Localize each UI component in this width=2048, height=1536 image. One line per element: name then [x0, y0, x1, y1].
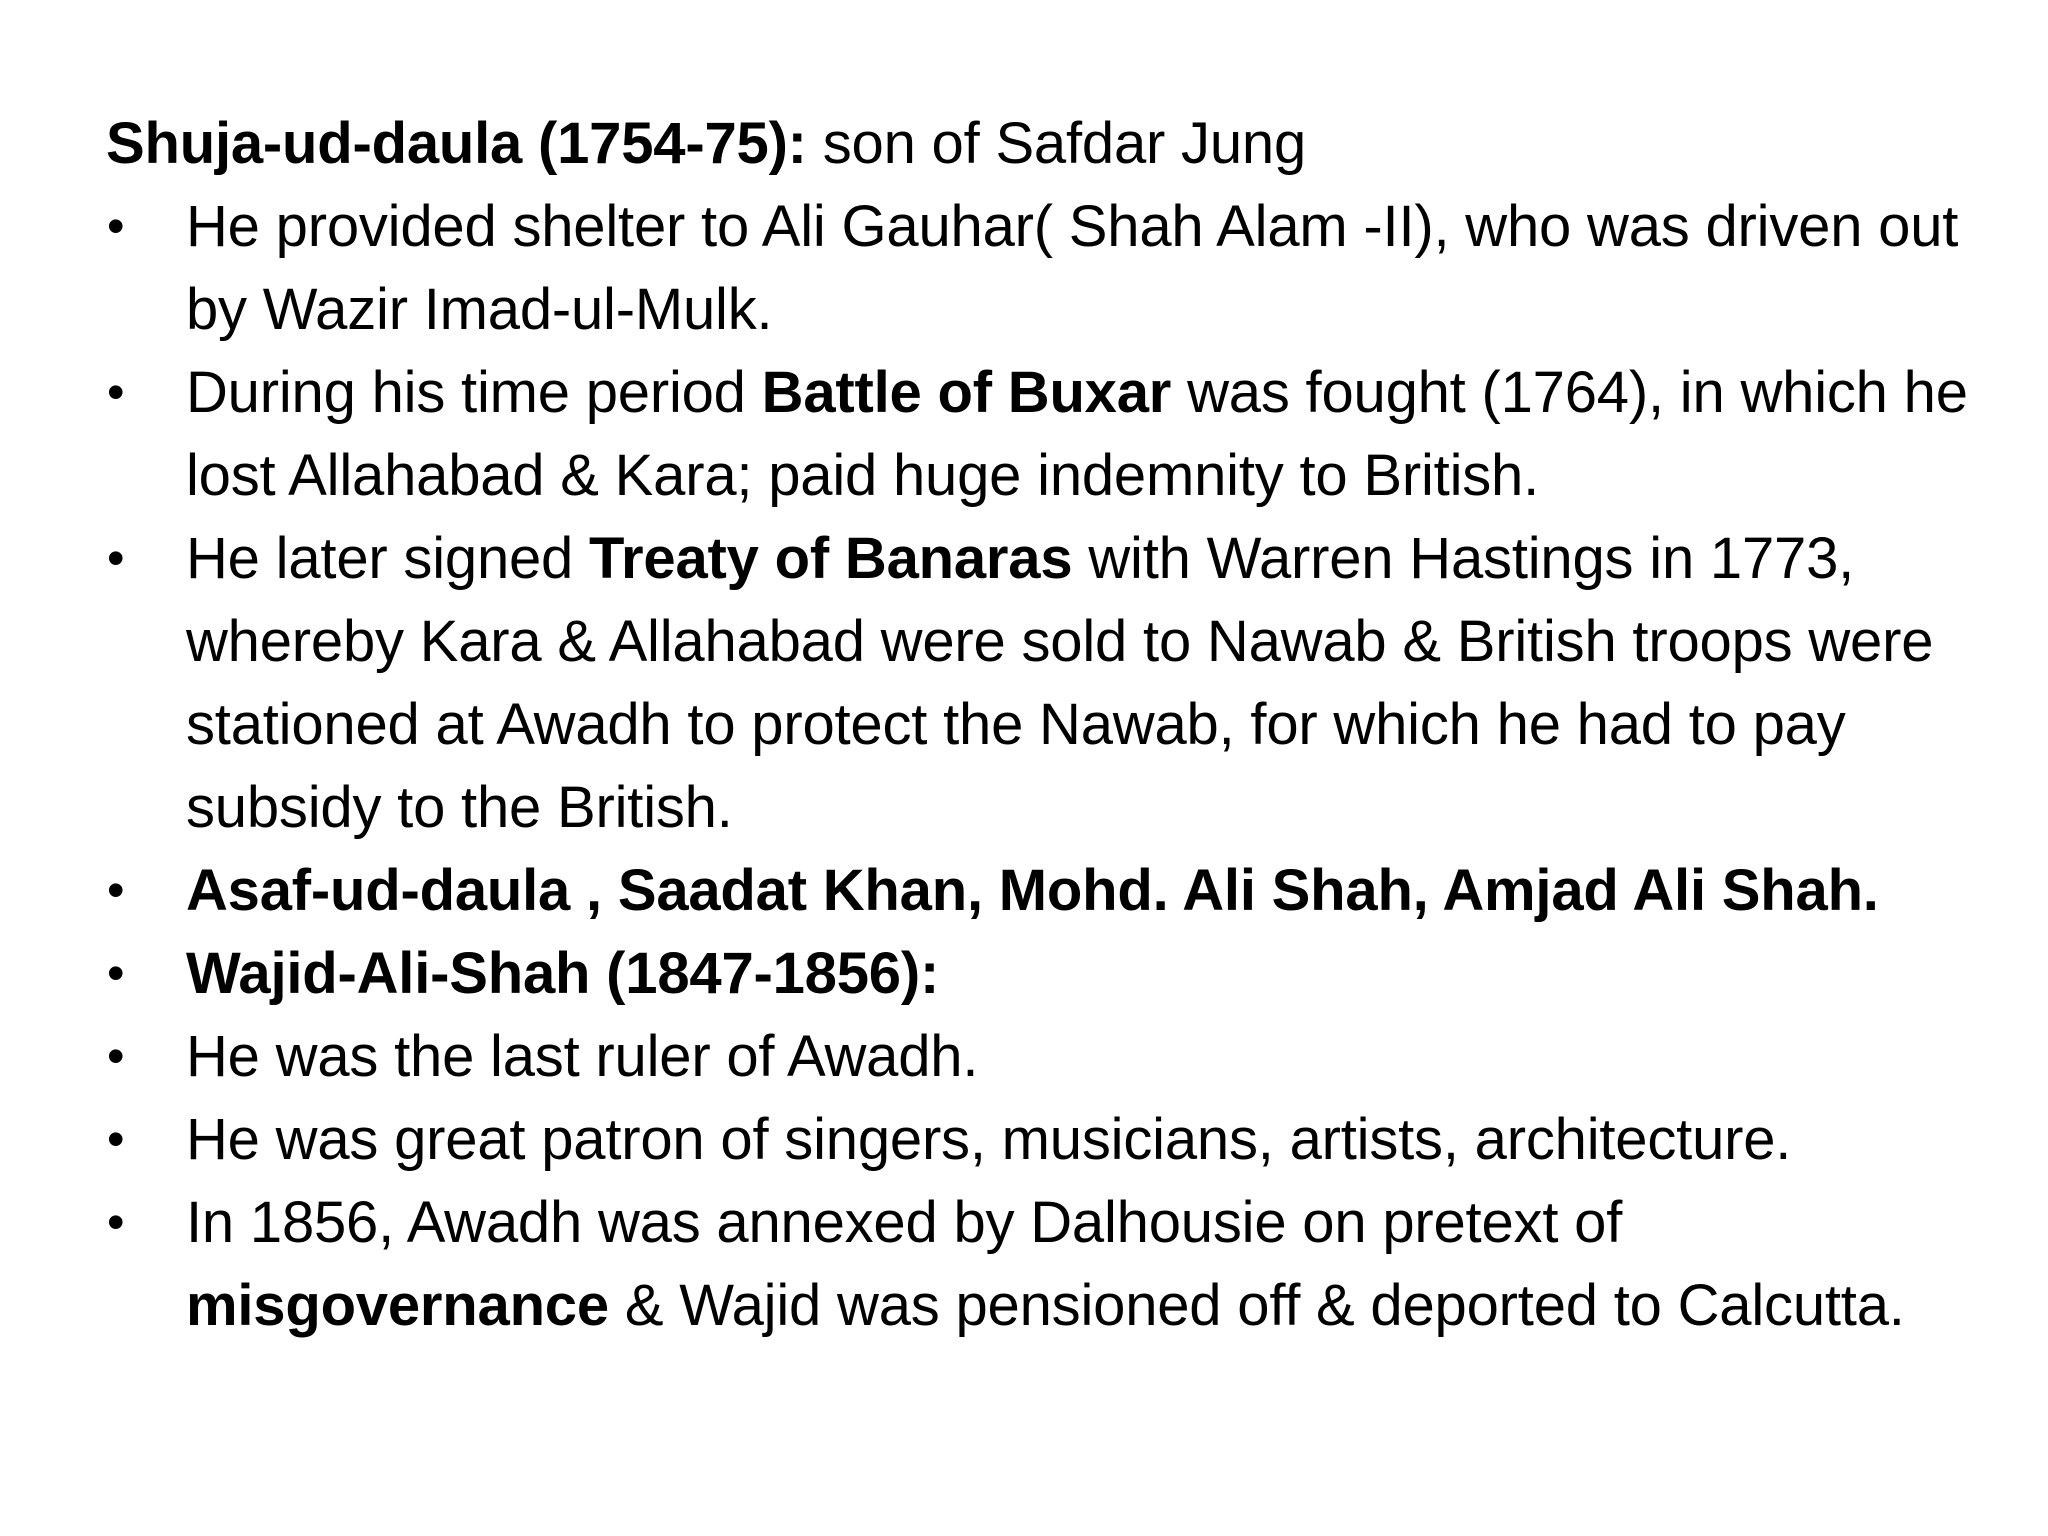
bullet-item-8: [106, 1181, 1986, 1347]
bullet-item-2: [106, 351, 1986, 517]
slide-heading: [106, 102, 1986, 185]
bullet-icon: •: [107, 364, 125, 420]
bullet-text: He provided shelter to Ali Gauhar( Shah Alam -II), who was driven out by Wazir Imad-ul-Mulk.: [186, 194, 1959, 342]
bullet-icon: •: [107, 530, 125, 586]
heading-text: son of Safdar Jung: [806, 111, 1307, 176]
bullet-item-3: [106, 517, 1986, 849]
bullet-item-1: [106, 185, 1986, 351]
bullet-bold-text: Asaf-ud-daula , Saadat Khan, Mohd. Ali Shah, Amjad Ali Shah.: [186, 858, 1879, 923]
slide-content: [106, 102, 1986, 1347]
bullet-text: In 1856, Awadh was annexed by Dalhousie on pretext of: [186, 1190, 1623, 1255]
bullet-text: He was the last ruler of Awadh.: [186, 1024, 979, 1089]
bullet-text: During his time period: [186, 360, 762, 425]
bullet-icon: •: [107, 1028, 125, 1084]
bullet-icon: •: [107, 862, 125, 918]
bullet-text: & Wajid was pensioned off & deported to Calcutta.: [608, 1273, 1905, 1338]
bullet-list: [106, 185, 1986, 1347]
bullet-icon: •: [107, 1194, 125, 1250]
bullet-bold-text: Battle of Buxar: [761, 360, 1172, 425]
bullet-bold-text: Wajid-Ali-Shah (1847-1856):: [186, 941, 940, 1006]
bullet-text: He was great patron of singers, musicians, artists, architecture.: [186, 1107, 1792, 1172]
bullet-icon: •: [107, 945, 125, 1001]
bullet-item-5: [106, 932, 1986, 1015]
heading-bold: Shuja-ud-daula (1754-75):: [106, 111, 807, 176]
bullet-icon: •: [107, 1111, 125, 1167]
bullet-text: He later signed: [186, 526, 590, 591]
bullet-icon: •: [107, 198, 125, 254]
bullet-item-7: [106, 1098, 1986, 1181]
bullet-text: with Warren Hastings in 1773, whereby Kara & Allahabad were sold to Nawab & British troops were stationed at Awadh to protect the Nawab, for which he had to pay subsidy to the British.: [186, 526, 1934, 840]
bullet-text: was fought (1764), in which he lost Allahabad & Kara; paid huge indemnity to British.: [186, 360, 1968, 508]
bullet-bold-text: misgovernance: [186, 1273, 609, 1338]
bullet-item-4: [106, 849, 1986, 932]
bullet-item-6: [106, 1015, 1986, 1098]
bullet-bold-text: Treaty of Banaras: [589, 526, 1073, 591]
